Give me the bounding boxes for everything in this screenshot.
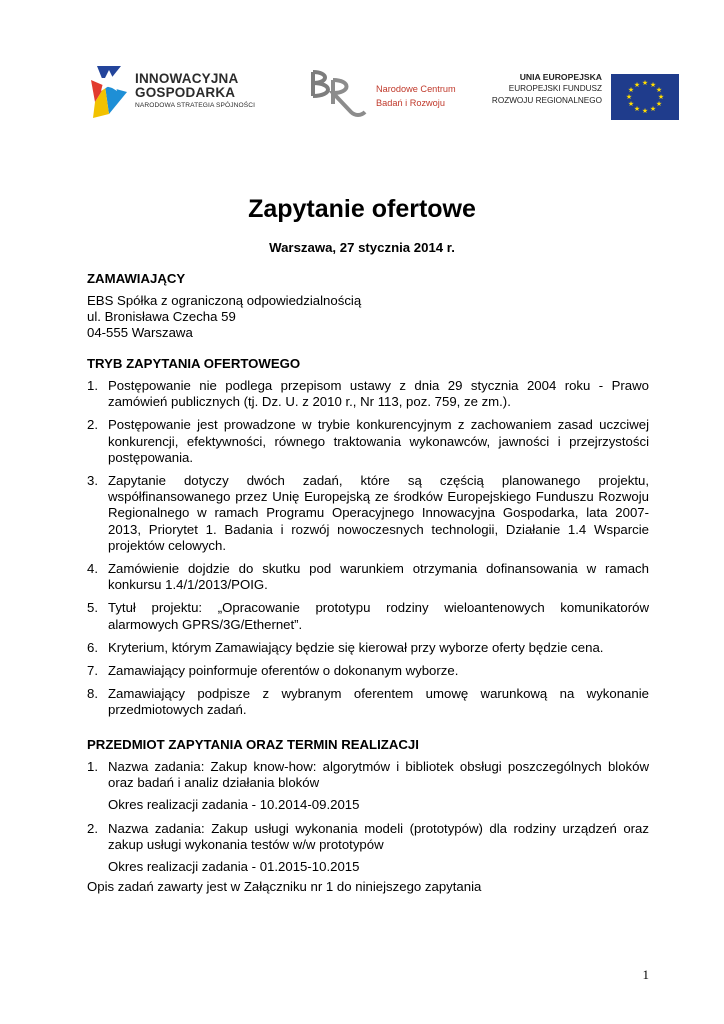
svg-text:★: ★ [633, 81, 641, 89]
attachment-note: Opis zadań zawarty jest w Załączniku nr 1 do niniejszego zapytania [87, 879, 482, 894]
list-item [87, 600, 649, 632]
svg-text:★: ★ [641, 107, 649, 115]
list-item-text: Zamawiający poinformuje oferentów o dokonanym wyborze. [108, 663, 459, 679]
list-item-text: Nazwa zadania: Zakup know-how: algorytmów i bibliotek obsługi poszczególnych bloków oraz badań i analiz działania bloków [108, 759, 649, 791]
svg-text:★: ★ [641, 79, 649, 87]
realization-term: Okres realizacji zadania - 10.2014-09.2015 [108, 797, 360, 813]
ncbr-logo [307, 66, 467, 122]
list-item-number: 6. [87, 639, 98, 655]
realization-term: Okres realizacji zadania - 01.2015-10.2015 [108, 859, 360, 875]
list-item [87, 663, 649, 679]
svg-text:★: ★ [625, 93, 633, 101]
list-item [87, 561, 649, 593]
list-item [87, 686, 649, 718]
zamawiajacy-street: ul. Bronisława Czecha 59 [87, 309, 236, 325]
zamawiajacy-address [87, 293, 649, 342]
list-item-text: Zamawiający podpisze z wybranym oferentem umowę warunkową na wykonanie przedmiotowych zadań. [108, 686, 649, 718]
eu-logo [486, 71, 681, 123]
zamawiajacy-city: 04-555 Warszawa [87, 325, 193, 341]
list-item-number: 3. [87, 473, 98, 489]
svg-text:★: ★ [627, 100, 635, 108]
list-item-text: Postępowanie nie podlega przepisom ustawy z dnia 29 stycznia 2004 roku - Prawo zamówień publicznych (tj. Dz. U. z 2010 r., Nr 113, poz. 759, ze zm.). [108, 378, 649, 410]
svg-text:★: ★ [649, 105, 657, 113]
list-item [87, 821, 649, 876]
eu-fund-line1: EUROPEJSKI FUNDUSZ [508, 84, 602, 93]
list-item [87, 473, 649, 554]
document-date: Warszawa, 27 stycznia 2014 r. [269, 240, 455, 255]
ig-title-line2: GOSPODARKA [135, 85, 236, 100]
list-item-number: 8. [87, 686, 98, 702]
ncbr-name-line2: Badań i Rozwoju [376, 98, 445, 108]
list-item-text: Nazwa zadania: Zakup usługi wykonania modeli (prototypów) dla rodziny urządzeń oraz zakup usługi wykonania testów w/w prototypów [108, 820, 649, 852]
svg-text:★: ★ [627, 86, 635, 94]
list-item-number: 5. [87, 600, 98, 616]
ig-subtitle: NARODOWA STRATEGIA SPÓJNOŚCI [135, 102, 256, 109]
eu-fund-line2: ROZWOJU REGIONALNEGO [491, 96, 602, 105]
zamawiajacy-heading: ZAMAWIAJĄCY [87, 271, 186, 286]
przedmiot-heading: PRZEDMIOT ZAPYTANIA ORAZ TERMIN REALIZACJI [87, 737, 419, 752]
page-number: 1 [642, 967, 649, 982]
list-item [87, 759, 649, 814]
list-item-number: 7. [87, 663, 98, 679]
list-item [87, 417, 649, 466]
list-item-number: 1. [87, 378, 98, 393]
svg-text:★: ★ [649, 81, 657, 89]
innowacyjna-gospodarka-logo [91, 62, 266, 122]
list-item-text: Zamówienie dojdzie do skutku pod warunkiem otrzymania dofinansowania w ramach konkursu 1.4/1/2013/POIG. [108, 561, 649, 593]
ig-title-line1: INNOWACYJNA [135, 71, 239, 86]
list-item-text: Tytuł projektu: „Opracowanie prototypu rodziny wieloantenowych komunikatorów alarmowych GPRS/3G/Ethernet”. [108, 600, 649, 632]
list-item [87, 378, 649, 410]
svg-text:★: ★ [633, 105, 641, 113]
eu-title: UNIA EUROPEJSKA [519, 72, 602, 82]
list-item-number: 2. [87, 820, 98, 836]
list-item-number: 4. [87, 561, 98, 577]
ncbr-name-line1: Narodowe Centrum [376, 84, 456, 94]
list-item-text: Postępowanie jest prowadzone w trybie konkurencyjnym z zachowaniem zasad uczciwej konkurencji, efektywności, równego traktowania wykonawców, jawności i przejrzystości postępowania. [108, 417, 649, 465]
list-item-text: Kryterium, którym Zamawiający będzie się kierował przy wyborze oferty będzie cena. [108, 639, 604, 655]
list-item-number: 1. [87, 759, 98, 774]
svg-text:★: ★ [655, 100, 663, 108]
document-title: Zapytanie ofertowe [248, 195, 476, 223]
ig-emblem-icon [91, 62, 131, 120]
przedmiot-list [87, 759, 649, 882]
ncbr-emblem-icon [307, 66, 371, 122]
list-item-text: Zapytanie dotyczy dwóch zadań, które są częścią planowanego projektu, współfinansowanego przez Unię Europejską ze środków Europejskiego Funduszu Rozwoju Regionalnego w ramach Programu Operacyjnego Innowacyjna Gospodarka, lata 2007-2013, Priorytet 1. Badania i rozwój nowoczesnych technologii, Działanie 1.4 Wsparcie projektów celowych. [108, 473, 649, 553]
tryb-list [87, 378, 649, 726]
tryb-heading: TRYB ZAPYTANIA OFERTOWEGO [87, 356, 301, 371]
svg-text:★: ★ [657, 93, 665, 101]
svg-text:★: ★ [655, 86, 663, 94]
eu-flag-icon [611, 74, 679, 120]
list-item-number: 2. [87, 417, 98, 433]
list-item [87, 640, 649, 656]
zamawiajacy-name: EBS Spółka z ograniczoną odpowiedzialnością [87, 293, 362, 308]
